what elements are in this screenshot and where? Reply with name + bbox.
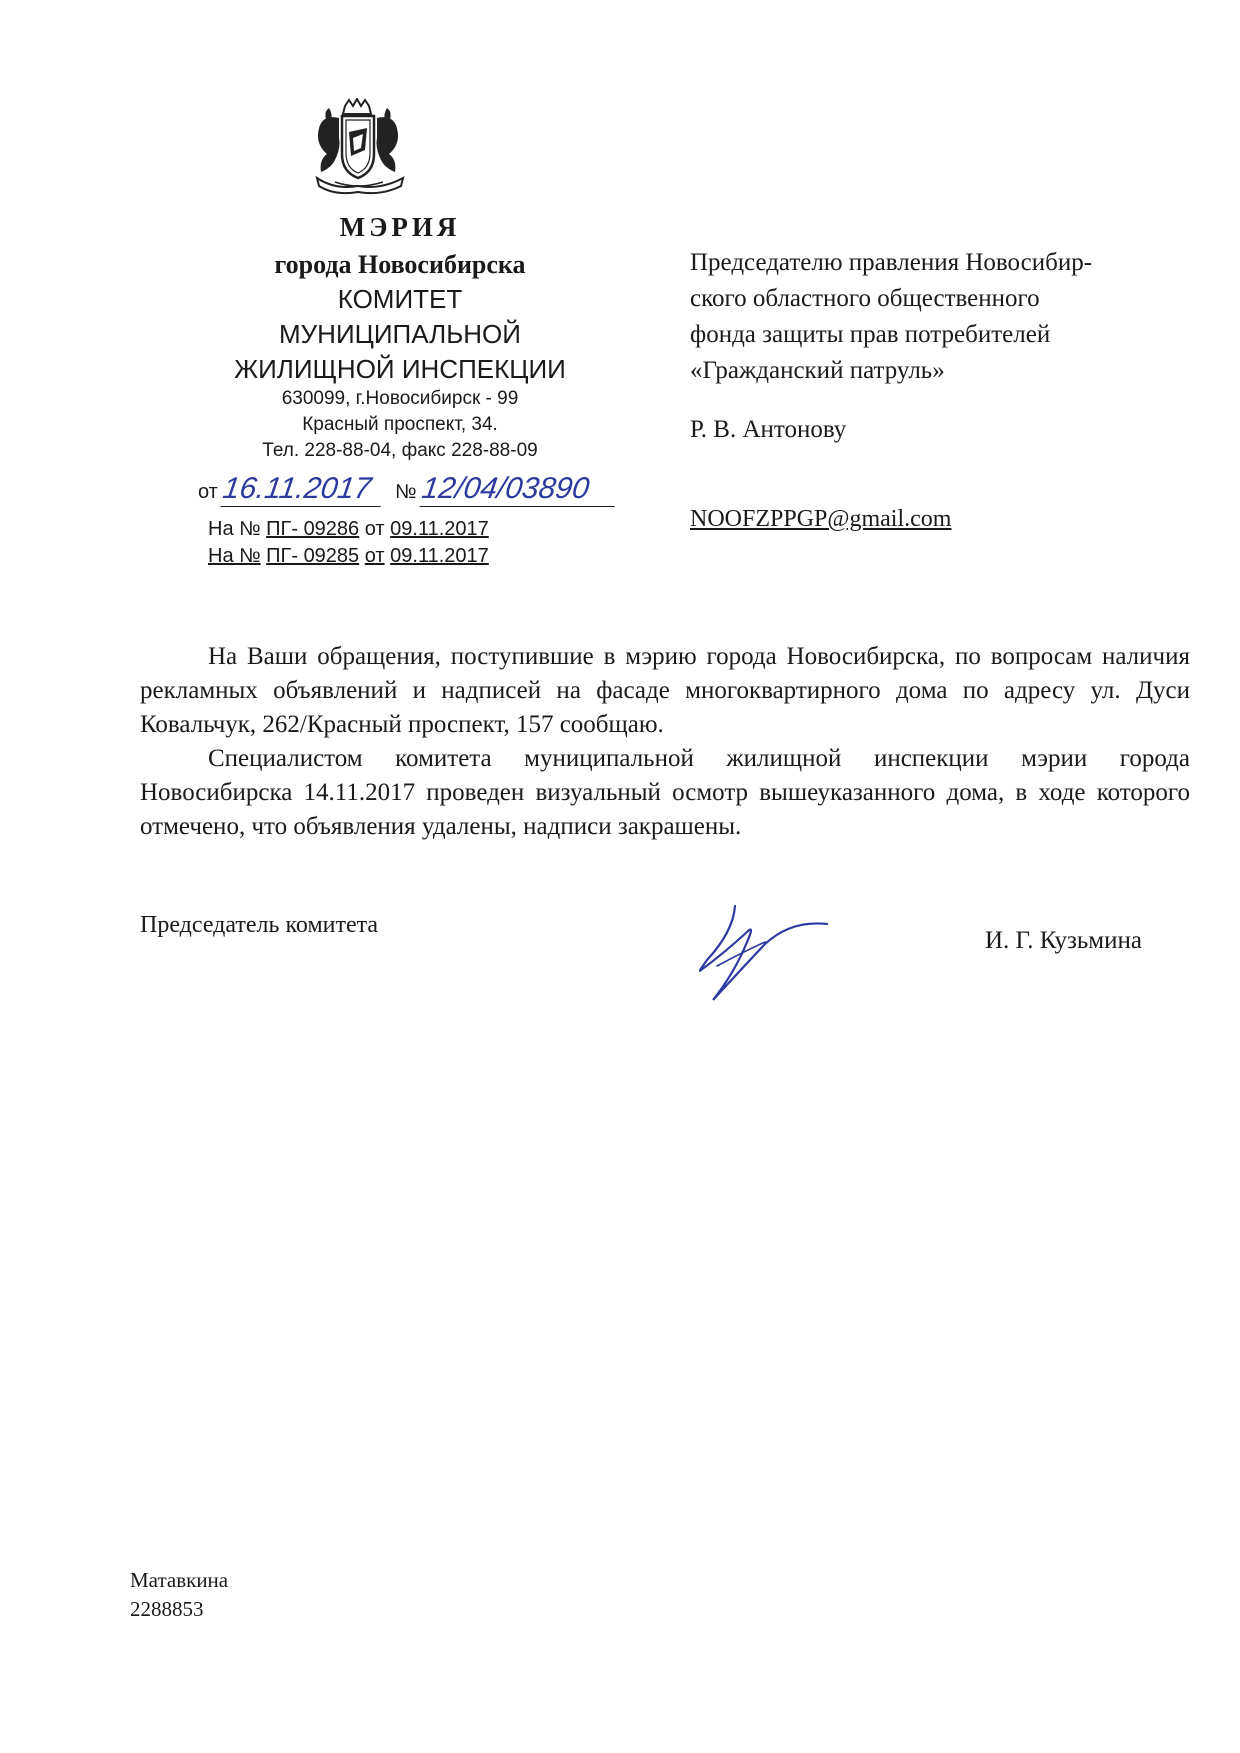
addressee-email[interactable]: NOOFZPPGP@gmail.com bbox=[690, 506, 952, 532]
city-heading: города Новосибирска bbox=[274, 250, 526, 279]
committee-line-1: КОМИТЕТ bbox=[337, 284, 463, 314]
registration-from-label: от bbox=[198, 481, 218, 503]
reference-line-1 bbox=[208, 518, 489, 541]
committee-line-3: ЖИЛИЩНОЙ ИНСПЕКЦИИ bbox=[234, 354, 566, 384]
executor-phone: 2288853 bbox=[130, 1597, 204, 1621]
reference-date: 09.11.2017 bbox=[390, 518, 489, 540]
committee-line-2: МУНИЦИПАЛЬНОЙ bbox=[279, 319, 521, 349]
registration-number-label: № bbox=[394, 481, 417, 503]
reference-number: ПГ- 09285 bbox=[266, 545, 360, 567]
sender-address-line-1: 630099, г.Новосибирск - 99 bbox=[281, 388, 519, 409]
registration-number: 12/04/03890 bbox=[420, 472, 620, 507]
reference-label: На № bbox=[208, 518, 261, 540]
addressee-line-2: ского областного общественного bbox=[690, 285, 1040, 312]
addressee-line-4: «Гражданский патруль» bbox=[690, 357, 945, 384]
body-paragraph-2: Специалистом комитета муниципальной жилищной инспекции мэрии города Новосибирска 14.11.2017 проведен визуальный осмотр вышеуказанного дома, в ходе которого отмечено, что объявления удалены, надписи закрашены. bbox=[140, 745, 1190, 840]
sender-phone-line: Тел. 228-88-04, факс 228-88-09 bbox=[262, 440, 538, 461]
coat-of-arms-icon bbox=[305, 98, 415, 198]
reference-number: ПГ- 09286 bbox=[266, 518, 360, 540]
signatory-name: И. Г. Кузьмина bbox=[985, 927, 1142, 954]
reference-from-label: от bbox=[364, 545, 385, 567]
reference-label: На № bbox=[208, 545, 261, 567]
body-paragraph-1: На Ваши обращения, поступившие в мэрию города Новосибирска, по вопросам наличия рекламных объявлений и надписей на фасаде многоквартирного дома по адресу ул. Дуси Ковальчук, 262/Красный проспект, 157 сообщаю. bbox=[140, 643, 1190, 738]
reference-date: 09.11.2017 bbox=[390, 545, 489, 567]
mayor-heading: МЭРИЯ bbox=[339, 212, 461, 242]
registration-line bbox=[198, 472, 617, 507]
executor-name: Матавкина bbox=[130, 1568, 229, 1592]
sender-address-line-2: Красный проспект, 34. bbox=[302, 414, 498, 435]
addressee-name: Р. В. Антонову bbox=[690, 416, 847, 443]
handwritten-signature-icon bbox=[695, 902, 830, 1004]
addressee-line-3: фонда защиты прав потребителей bbox=[690, 321, 1051, 348]
letter-body bbox=[140, 640, 1190, 844]
registration-date: 16.11.2017 bbox=[221, 472, 386, 507]
signatory-title: Председатель комитета bbox=[140, 912, 379, 938]
reference-from-label: от bbox=[364, 518, 385, 540]
reference-line-2 bbox=[208, 545, 489, 568]
addressee-line-1: Председателю правления Новосибир- bbox=[690, 249, 1093, 276]
